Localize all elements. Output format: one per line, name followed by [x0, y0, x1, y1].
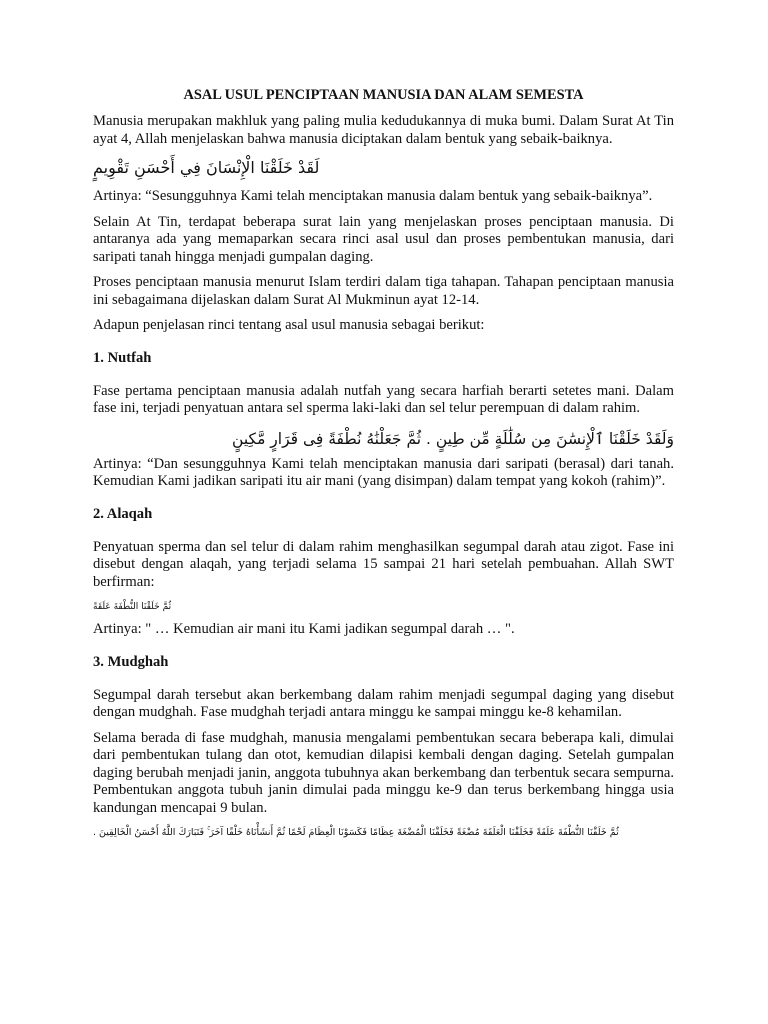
intro-paragraph: Manusia merupakan makhluk yang paling mulia kedudukannya di muka bumi. Dalam Surat At Tin ayat 4, Allah menjelaskan bahwa manusia diciptakan dalam bentuk yang sebaik-baiknya. [93, 113, 674, 147]
verse-mudghah: ثُمَّ خَلَقْنَا النُّطْفَةَ عَلَقَةً فَخَلَقْنَا الْعَلَقَةَ مُضْغَةً فَخَلَقْنَا الْمُضْغَةَ عِظَامًا فَكَسَوْنَا الْعِظَامَ لَحْمًا ثُمَّ أَنشَأْنَاهُ خَلْقًا آخَرَ ۚ فَتَبَارَكَ اللَّهُ أَحْسَنُ الْخَالِقِينَ . [93, 827, 619, 838]
stages-paragraph: Proses penciptaan manusia menurut Islam terdiri dalam tiga tahapan. Tahapan penciptaan manusia ini sebagaimana dijelaskan dalam Surat Al Mukminun ayat 12-14. [93, 274, 674, 308]
mudghah-paragraph-2: Selama berada di fase mudghah, manusia mengalami pembentukan secara beberapa kali, dimulai dari pembentukan tulang dan otot, kemudian dilapisi kembali dengan daging. Setelah gumpalan daging berubah menjadi janin, anggota tubuhnya akan berkembang dan terbentuk secara sempurna. Pembentukan anggota tubuh janin dimulai pada minggu ke-9 dan terus berkembang hingga usia kandungan mencapai 9 bulan. [93, 729, 674, 816]
detail-intro-paragraph: Adapun penjelasan rinci tentang asal usul manusia sebagai berikut: [93, 317, 485, 333]
verse-at-tin: لَقَدْ خَلَقْنَا الْإِنْسَانَ فِي أَحْسَنِ تَقْوِيمٍ [93, 158, 320, 177]
verse-alaqah: ثُمَّ خَلَقْنَا النُّطْفَةَ عَلَقَةً [93, 602, 172, 612]
meaning-nutfah: Artinya: “Dan sesungguhnya Kami telah menciptakan manusia dari saripati (berasal) dari tanah. Kemudian Kami jadikan saripati itu air mani (yang disimpan) dalam tempat yang kokoh (rahim)”. [93, 455, 674, 489]
other-surah-paragraph: Selain At Tin, terdapat beberapa surat lain yang menjelaskan proses penciptaan manusia. Di antaranya ada yang memaparkan secara rinci asal usul dan proses pembentukan manusia, dari saripati tanah hingga menjadi gumpalan daging. [93, 213, 674, 265]
section-heading-alaqah: 2. Alaqah [93, 505, 153, 522]
verse-nutfah: وَلَقَدْ خَلَقْنَا ٱلْإِنسَٰنَ مِن سُلَٰلَةٍ مِّن طِينٍ . ثُمَّ جَعَلْنَٰهُ نُطْفَةً فِى قَرَارٍ مَّكِينٍ [232, 429, 674, 448]
meaning-alaqah: Artinya: " … Kemudian air mani itu Kami jadikan segumpal darah … ". [93, 621, 515, 637]
meaning-at-tin: Artinya: “Sesungguhnya Kami telah menciptakan manusia dalam bentuk yang sebaik-baiknya”. [93, 188, 653, 204]
alaqah-paragraph: Penyatuan sperma dan sel telur di dalam rahim menghasilkan segumpal darah atau zigot. Fase ini disebut dengan alaqah, yang terjadi selama 15 sampai 21 hari setelah pembuahan. Allah SWT berfirman: [93, 538, 674, 590]
document-title: ASAL USUL PENCIPTAAN MANUSIA DAN ALAM SEMESTA [183, 87, 584, 103]
nutfah-paragraph: Fase pertama penciptaan manusia adalah nutfah yang secara harfiah berarti setetes mani. Dalam fase ini, terjadi penyatuan antara sel sperma laki-laki dan sel telur perempuan di dalam rahim. [93, 382, 674, 416]
section-heading-mudghah: 3. Mudghah [93, 653, 169, 670]
document-page [93, 86, 674, 841]
section-heading-nutfah: 1. Nutfah [93, 349, 152, 366]
mudghah-paragraph-1: Segumpal darah tersebut akan berkembang dalam rahim menjadi segumpal daging yang disebut dengan mudghah. Fase mudghah terjadi antara minggu ke sampai minggu ke-8 kehamilan. [93, 686, 674, 720]
